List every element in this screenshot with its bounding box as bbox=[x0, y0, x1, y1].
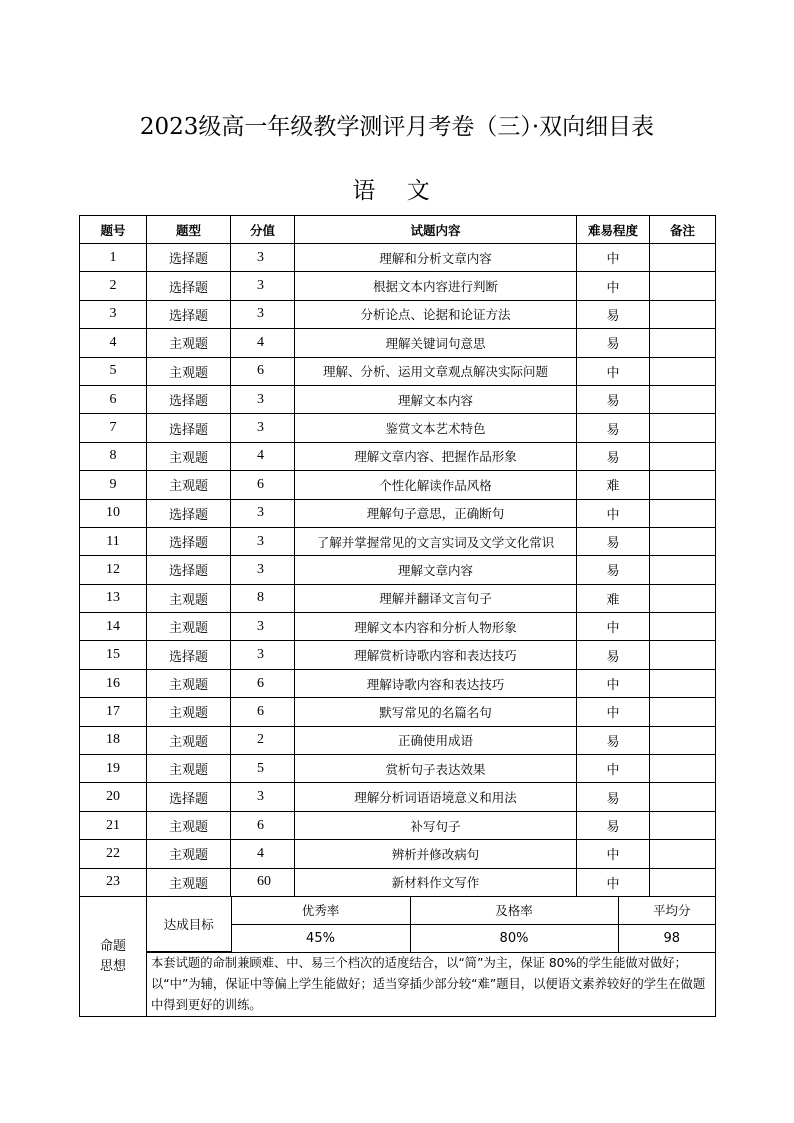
cell-question-no: 5 bbox=[80, 357, 147, 385]
cell-score: 6 bbox=[231, 811, 295, 839]
cell-content: 辨析并修改病句 bbox=[295, 840, 577, 868]
table-row bbox=[80, 272, 716, 300]
cell-note bbox=[650, 385, 716, 413]
cell-difficulty: 易 bbox=[577, 726, 650, 754]
cell-difficulty: 中 bbox=[577, 613, 650, 641]
cell-question-type: 主观题 bbox=[147, 613, 231, 641]
cell-content: 默写常见的名篇名句 bbox=[295, 698, 577, 726]
cell-difficulty: 中 bbox=[577, 669, 650, 697]
cell-score: 3 bbox=[231, 385, 295, 413]
cell-content: 理解句子意思，正确断句 bbox=[295, 499, 577, 527]
cell-score: 3 bbox=[231, 300, 295, 328]
cell-question-type: 主观题 bbox=[147, 329, 231, 357]
cell-difficulty: 易 bbox=[577, 556, 650, 584]
cell-score: 3 bbox=[231, 613, 295, 641]
cell-question-no: 17 bbox=[80, 698, 147, 726]
cell-content: 赏析句子表达效果 bbox=[295, 755, 577, 783]
cell-score: 4 bbox=[231, 442, 295, 470]
cell-note bbox=[650, 669, 716, 697]
cell-difficulty: 易 bbox=[577, 414, 650, 442]
cell-note bbox=[650, 414, 716, 442]
metric-label-pass: 及格率 bbox=[410, 897, 618, 925]
table-row bbox=[80, 641, 716, 669]
cell-question-no: 18 bbox=[80, 726, 147, 754]
cell-content: 个性化解读作品风格 bbox=[295, 471, 577, 499]
cell-note bbox=[650, 613, 716, 641]
cell-difficulty: 难 bbox=[577, 471, 650, 499]
cell-difficulty: 易 bbox=[577, 527, 650, 555]
target-table bbox=[147, 897, 716, 953]
cell-question-type: 主观题 bbox=[147, 698, 231, 726]
cell-question-type: 主观题 bbox=[147, 755, 231, 783]
cell-difficulty: 中 bbox=[577, 868, 650, 896]
table-row bbox=[80, 471, 716, 499]
cell-content: 理解、分析、运用文章观点解决实际问题 bbox=[295, 357, 577, 385]
cell-content: 理解文章内容、把握作品形象 bbox=[295, 442, 577, 470]
metric-value-average: 98 bbox=[618, 924, 716, 952]
cell-score: 3 bbox=[231, 783, 295, 811]
cell-question-no: 16 bbox=[80, 669, 147, 697]
cell-note bbox=[650, 471, 716, 499]
cell-content: 理解文本内容和分析人物形象 bbox=[295, 613, 577, 641]
cell-question-type: 选择题 bbox=[147, 783, 231, 811]
table-row bbox=[80, 726, 716, 754]
cell-score: 6 bbox=[231, 357, 295, 385]
cell-note bbox=[650, 357, 716, 385]
cell-question-no: 1 bbox=[80, 244, 147, 272]
page-title: 2023级高一年级教学测评月考卷（三）·双向细目表 bbox=[139, 114, 655, 140]
cell-difficulty: 难 bbox=[577, 584, 650, 612]
table-row bbox=[80, 669, 716, 697]
table-row bbox=[80, 414, 716, 442]
table-row bbox=[80, 755, 716, 783]
cell-question-type: 主观题 bbox=[147, 442, 231, 470]
cell-content: 理解赏析诗歌内容和表达技巧 bbox=[295, 641, 577, 669]
cell-question-no: 10 bbox=[80, 499, 147, 527]
cell-question-no: 9 bbox=[80, 471, 147, 499]
cell-question-type: 选择题 bbox=[147, 385, 231, 413]
cell-question-type: 选择题 bbox=[147, 641, 231, 669]
header-question-type: 题型 bbox=[147, 216, 231, 244]
cell-content: 新材料作文写作 bbox=[295, 868, 577, 896]
cell-score: 4 bbox=[231, 329, 295, 357]
header-question-no: 题号 bbox=[80, 216, 147, 244]
cell-difficulty: 中 bbox=[577, 698, 650, 726]
cell-note bbox=[650, 811, 716, 839]
table-row bbox=[80, 868, 716, 896]
cell-score: 6 bbox=[231, 471, 295, 499]
table-row bbox=[80, 527, 716, 555]
cell-content: 理解和分析文章内容 bbox=[295, 244, 577, 272]
cell-question-type: 选择题 bbox=[147, 300, 231, 328]
idea-description: 本套试题的命制兼顾难、中、易三个档次的适度结合，以“简”为主，保证 80%的学生能做对做好；以“中”为辅，保证中等偏上学生能做好；适当穿插少部分较“难”题目，以便语文素养较好的学生在做题中得到更好的训练。 bbox=[147, 953, 716, 1017]
cell-content: 补写句子 bbox=[295, 811, 577, 839]
metric-value-excellent: 45% bbox=[231, 924, 410, 952]
cell-question-type: 选择题 bbox=[147, 556, 231, 584]
cell-score: 3 bbox=[231, 641, 295, 669]
cell-difficulty: 易 bbox=[577, 442, 650, 470]
subject-heading: 语 文 bbox=[352, 178, 442, 204]
cell-question-type: 主观题 bbox=[147, 726, 231, 754]
cell-note bbox=[650, 726, 716, 754]
cell-question-no: 12 bbox=[80, 556, 147, 584]
cell-question-type: 选择题 bbox=[147, 527, 231, 555]
cell-question-type: 选择题 bbox=[147, 499, 231, 527]
cell-note bbox=[650, 641, 716, 669]
detail-table bbox=[79, 215, 716, 1017]
table-row bbox=[80, 698, 716, 726]
cell-score: 8 bbox=[231, 584, 295, 612]
cell-score: 3 bbox=[231, 414, 295, 442]
cell-question-type: 选择题 bbox=[147, 272, 231, 300]
cell-question-no: 11 bbox=[80, 527, 147, 555]
table-row bbox=[80, 584, 716, 612]
cell-score: 6 bbox=[231, 698, 295, 726]
table-row bbox=[80, 811, 716, 839]
cell-question-no: 7 bbox=[80, 414, 147, 442]
cell-question-no: 21 bbox=[80, 811, 147, 839]
cell-content: 正确使用成语 bbox=[295, 726, 577, 754]
cell-question-no: 6 bbox=[80, 385, 147, 413]
cell-note bbox=[650, 272, 716, 300]
cell-content: 理解文本内容 bbox=[295, 385, 577, 413]
table-row bbox=[80, 357, 716, 385]
cell-question-type: 主观题 bbox=[147, 669, 231, 697]
cell-question-type: 主观题 bbox=[147, 840, 231, 868]
metric-value-pass: 80% bbox=[410, 924, 618, 952]
cell-score: 3 bbox=[231, 527, 295, 555]
header-score: 分值 bbox=[231, 216, 295, 244]
header-note: 备注 bbox=[650, 216, 716, 244]
cell-difficulty: 易 bbox=[577, 385, 650, 413]
cell-difficulty: 中 bbox=[577, 244, 650, 272]
cell-difficulty: 中 bbox=[577, 499, 650, 527]
cell-score: 5 bbox=[231, 755, 295, 783]
table-row bbox=[80, 499, 716, 527]
cell-score: 3 bbox=[231, 272, 295, 300]
table-row bbox=[80, 556, 716, 584]
cell-note bbox=[650, 556, 716, 584]
table-row bbox=[80, 385, 716, 413]
target-label: 达成目标 bbox=[147, 897, 231, 952]
cell-note bbox=[650, 329, 716, 357]
cell-note bbox=[650, 499, 716, 527]
metric-label-average: 平均分 bbox=[618, 897, 716, 925]
cell-content: 理解并翻译文言句子 bbox=[295, 584, 577, 612]
cell-content: 理解文章内容 bbox=[295, 556, 577, 584]
cell-content: 根据文本内容进行判断 bbox=[295, 272, 577, 300]
cell-question-no: 4 bbox=[80, 329, 147, 357]
cell-question-type: 选择题 bbox=[147, 244, 231, 272]
cell-question-type: 主观题 bbox=[147, 584, 231, 612]
target-cell bbox=[147, 896, 716, 953]
idea-label: 命题思想 bbox=[99, 938, 126, 974]
table-row bbox=[80, 840, 716, 868]
cell-note bbox=[650, 840, 716, 868]
cell-difficulty: 中 bbox=[577, 755, 650, 783]
cell-note bbox=[650, 698, 716, 726]
header-content: 试题内容 bbox=[295, 216, 577, 244]
header-difficulty: 难易程度 bbox=[577, 216, 650, 244]
cell-note bbox=[650, 244, 716, 272]
table-row bbox=[80, 244, 716, 272]
table-row bbox=[80, 300, 716, 328]
table-row bbox=[80, 442, 716, 470]
cell-note bbox=[650, 527, 716, 555]
cell-note bbox=[650, 755, 716, 783]
cell-question-no: 3 bbox=[80, 300, 147, 328]
cell-score: 2 bbox=[231, 726, 295, 754]
cell-difficulty: 易 bbox=[577, 783, 650, 811]
cell-question-no: 8 bbox=[80, 442, 147, 470]
metric-label-excellent: 优秀率 bbox=[231, 897, 410, 925]
table-header-row bbox=[80, 216, 716, 244]
cell-question-type: 主观题 bbox=[147, 471, 231, 499]
cell-question-no: 2 bbox=[80, 272, 147, 300]
table-row bbox=[80, 613, 716, 641]
table-row bbox=[80, 329, 716, 357]
cell-question-no: 22 bbox=[80, 840, 147, 868]
cell-content: 分析论点、论据和论证方法 bbox=[295, 300, 577, 328]
cell-score: 3 bbox=[231, 499, 295, 527]
cell-content: 鉴赏文本艺术特色 bbox=[295, 414, 577, 442]
cell-difficulty: 易 bbox=[577, 641, 650, 669]
cell-content: 理解诗歌内容和表达技巧 bbox=[295, 669, 577, 697]
footer-target-row bbox=[80, 896, 716, 953]
cell-difficulty: 易 bbox=[577, 300, 650, 328]
cell-difficulty: 中 bbox=[577, 272, 650, 300]
cell-score: 3 bbox=[231, 244, 295, 272]
cell-question-no: 19 bbox=[80, 755, 147, 783]
cell-note bbox=[650, 300, 716, 328]
cell-difficulty: 中 bbox=[577, 357, 650, 385]
cell-question-no: 14 bbox=[80, 613, 147, 641]
cell-score: 3 bbox=[231, 556, 295, 584]
cell-question-type: 主观题 bbox=[147, 868, 231, 896]
cell-question-no: 23 bbox=[80, 868, 147, 896]
cell-difficulty: 中 bbox=[577, 840, 650, 868]
cell-difficulty: 易 bbox=[577, 811, 650, 839]
cell-question-no: 20 bbox=[80, 783, 147, 811]
cell-difficulty: 易 bbox=[577, 329, 650, 357]
cell-content: 理解关键词句意思 bbox=[295, 329, 577, 357]
cell-question-no: 13 bbox=[80, 584, 147, 612]
cell-question-type: 主观题 bbox=[147, 811, 231, 839]
cell-note bbox=[650, 783, 716, 811]
cell-score: 60 bbox=[231, 868, 295, 896]
cell-question-type: 主观题 bbox=[147, 357, 231, 385]
cell-note bbox=[650, 442, 716, 470]
cell-content: 了解并掌握常见的文言实词及文学文化常识 bbox=[295, 527, 577, 555]
cell-score: 6 bbox=[231, 669, 295, 697]
cell-content: 理解分析词语语境意义和用法 bbox=[295, 783, 577, 811]
cell-question-no: 15 bbox=[80, 641, 147, 669]
cell-note bbox=[650, 584, 716, 612]
cell-question-type: 选择题 bbox=[147, 414, 231, 442]
idea-label-cell bbox=[80, 896, 147, 1017]
cell-score: 4 bbox=[231, 840, 295, 868]
footer-description-row bbox=[80, 953, 716, 1017]
table-row bbox=[80, 783, 716, 811]
cell-note bbox=[650, 868, 716, 896]
